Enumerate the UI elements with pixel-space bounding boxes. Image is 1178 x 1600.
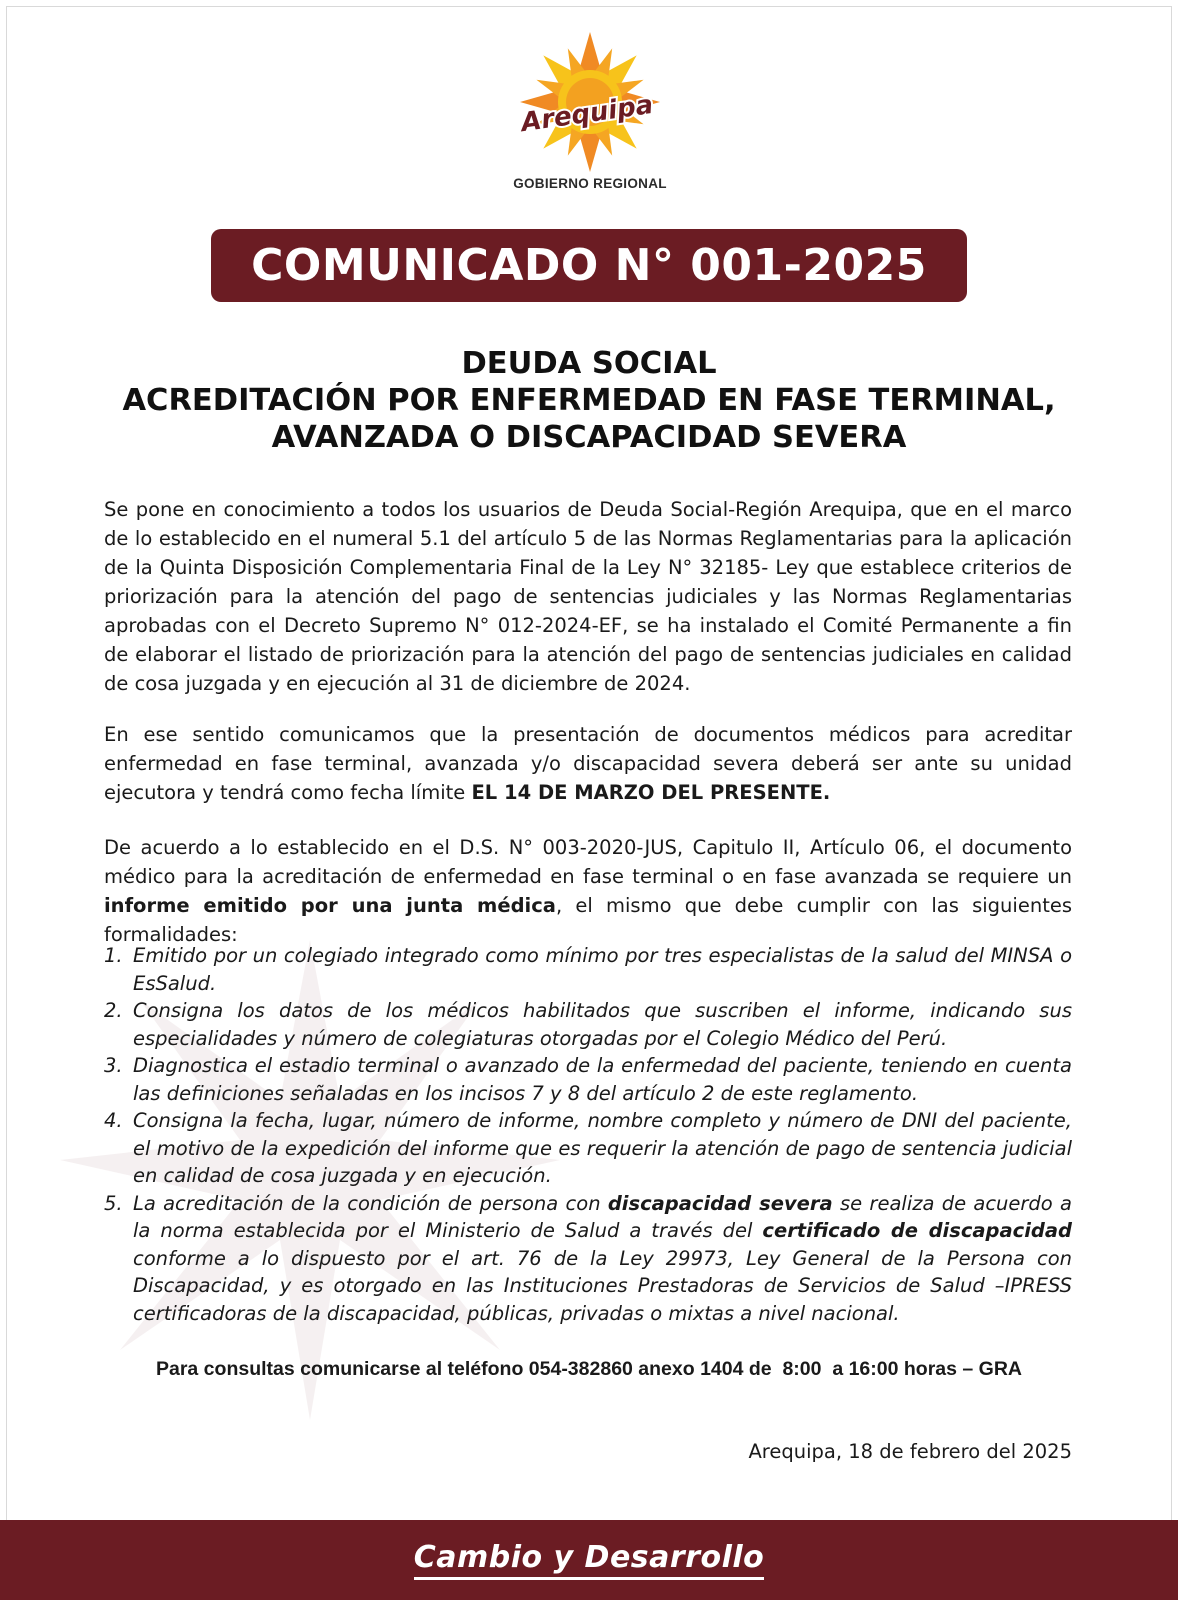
communique-title: COMUNICADO N° 001-2025 xyxy=(251,240,927,291)
paragraph-requirements-intro xyxy=(104,833,1072,949)
footer-band xyxy=(0,1520,1178,1600)
footer-slogan: Cambio y Desarrollo xyxy=(414,1541,765,1580)
heading-line-2: ACREDITACIÓN POR ENFERMEDAD EN FASE TERMINAL, xyxy=(122,383,1056,418)
list-item-text: Consigna los datos de los médicos habilitados que suscriben el informe, indicando sus especialidades y número de colegiaturas otorgadas por el Colegio Médico del Perú. xyxy=(133,999,1072,1050)
gobierno-regional-logo xyxy=(480,30,700,200)
paragraph-requirements-tail: , el mismo que debe cumplir con las siguientes formalidades: xyxy=(104,894,1072,946)
list-item-number: 3. xyxy=(104,1054,123,1077)
deadline-date: EL 14 DE MARZO DEL PRESENTE. xyxy=(471,781,831,804)
logo-caption: GOBIERNO REGIONAL xyxy=(513,176,667,191)
list-item-number: 1. xyxy=(104,944,123,967)
disability-certificate-term: certificado de discapacidad xyxy=(762,1219,1072,1242)
list-item-number: 2. xyxy=(104,999,123,1022)
medical-board-report: informe emitido por una junta médica xyxy=(104,894,556,917)
list-item xyxy=(104,1190,1072,1328)
document-heading xyxy=(40,345,1138,456)
issue-date: Arequipa, 18 de febrero del 2025 xyxy=(748,1440,1072,1463)
list-item xyxy=(104,997,1072,1052)
requirements-list xyxy=(104,942,1072,1327)
list-item-text: Diagnostica el estadio terminal o avanzado de la enfermedad del paciente, teniendo en cuenta las definiciones señaladas en los incisos 7 y 8 del artículo 2 de este reglamento. xyxy=(133,1054,1072,1105)
list-item-text: se realiza de acuerdo a la norma establecida por el Ministerio de Salud a través del xyxy=(133,1191,1072,1242)
logo-wordmark: Arequipa xyxy=(519,90,655,139)
list-item-text: conforme a lo dispuesto por el art. 76 de la Ley 29973, Ley General de la Persona con Discapacidad, y es otorgado en las Instituciones Prestadoras de Servicios de Salud –IPRESS certificadoras de la discapacidad, públicas, privadas o mixtas a nivel nacional. xyxy=(133,1246,1072,1325)
list-item xyxy=(104,1052,1072,1107)
paragraph-deadline xyxy=(104,720,1072,807)
list-item xyxy=(104,942,1072,997)
list-item-text: Consigna la fecha, lugar, número de informe, nombre completo y número de DNI del paciente, el motivo de la expedición del informe que es requerir la atención de pago de sentencia judicial en calidad de cosa juzgada y en ejecución. xyxy=(133,1109,1072,1187)
paragraph-intro: Se pone en conocimiento a todos los usuarios de Deuda Social-Región Arequipa, que en el marco de lo establecido en el numeral 5.1 del artículo 5 de las Normas Reglamentarias para la aplicación de la Quinta Disposición Complementaria Final de la Ley N° 32185- Ley que establece criterios de priorización para la atención del pago de sentencias judiciales y las Normas Reglamentarias aprobadas con el Decreto Supremo N° 012-2024-EF, se ha instalado el Comité Permanente a fin de elaborar el listado de priorización para la atención del pago de sentencias judiciales en calidad de cosa juzgada y en ejecución al 31 de diciembre de 2024. xyxy=(104,498,1072,695)
paragraph-deadline-text: En ese sentido comunicamos que la presentación de documentos médicos para acreditar enfermedad en fase terminal, avanzada y/o discapacidad severa deberá ser ante su unidad ejecutora y tendrá como fecha límite xyxy=(104,723,1072,804)
contact-info: Para consultas comunicarse al teléfono 054-382860 anexo 1404 de 8:00 a 16:00 horas – GRA xyxy=(155,1358,1022,1380)
list-item-number: 5. xyxy=(104,1191,123,1215)
list-item-text: La acreditación de la condición de persona con xyxy=(133,1191,608,1215)
heading-line-1: DEUDA SOCIAL xyxy=(461,346,717,381)
heading-line-3: AVANZADA O DISCAPACIDAD SEVERA xyxy=(271,420,907,455)
list-item xyxy=(104,1107,1072,1190)
list-item-number: 4. xyxy=(104,1109,123,1132)
severe-disability-term: discapacidad severa xyxy=(607,1191,833,1215)
communique-banner xyxy=(211,229,967,302)
paragraph-requirements-text: De acuerdo a lo establecido en el D.S. N° 003-2020-JUS, Capitulo II, Artículo 06, el documento médico para la acreditación de enfermedad en fase terminal o en fase avanzada se requiere un xyxy=(104,836,1072,888)
list-item-text: Emitido por un colegiado integrado como mínimo por tres especialistas de la salud del MINSA o EsSalud. xyxy=(133,944,1072,995)
